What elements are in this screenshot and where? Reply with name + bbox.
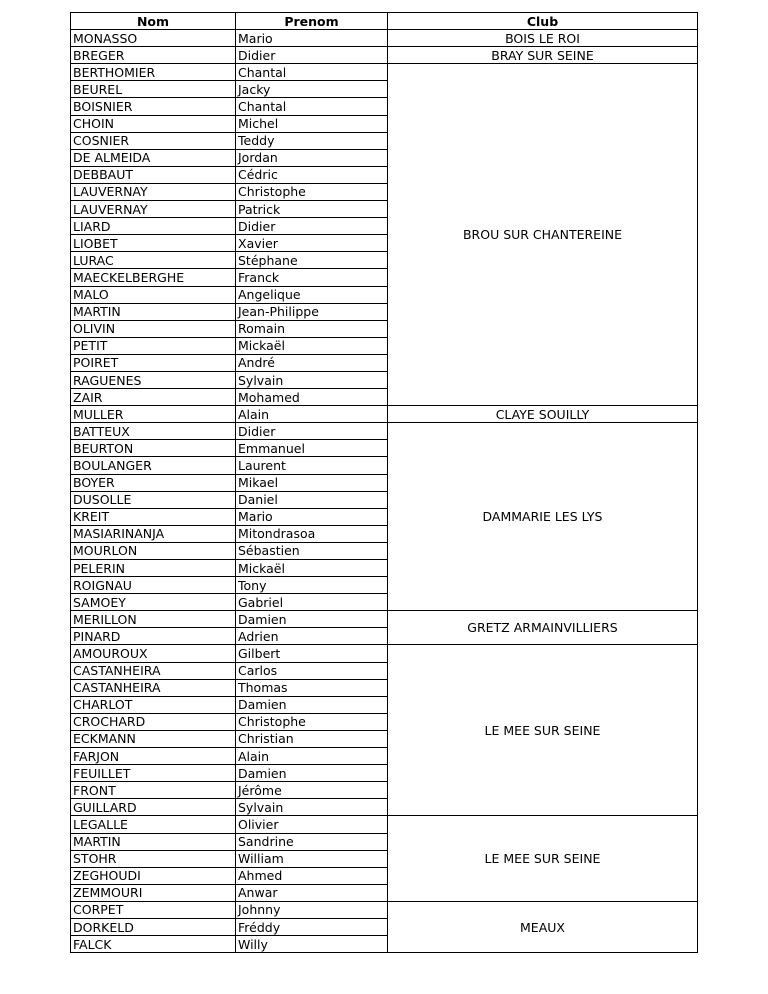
nom-cell: LURAC [71,252,236,269]
nom-cell: RAGUENES [71,371,236,388]
nom-cell: GUILLARD [71,799,236,816]
prenom-cell: Emmanuel [236,440,388,457]
club-cell: CLAYE SOUILLY [388,406,698,423]
prenom-cell: Mohamed [236,389,388,406]
prenom-cell: Alain [236,406,388,423]
nom-cell: CHOIN [71,115,236,132]
nom-cell: CHARLOT [71,696,236,713]
prenom-cell: Christian [236,730,388,747]
prenom-cell: Chantal [236,98,388,115]
prenom-cell: Jacky [236,81,388,98]
prenom-cell: Laurent [236,457,388,474]
prenom-cell: Daniel [236,491,388,508]
nom-cell: MASIARINANJA [71,525,236,542]
club-cell: LE MEE SUR SEINE [388,816,698,901]
prenom-cell: Ahmed [236,867,388,884]
nom-cell: DEBBAUT [71,166,236,183]
nom-cell: LIARD [71,218,236,235]
prenom-cell: Christophe [236,183,388,200]
prenom-cell: Cédric [236,166,388,183]
prenom-cell: Gilbert [236,645,388,662]
roster-table [70,12,698,953]
club-cell: BOIS LE ROI [388,30,698,47]
prenom-cell: Didier [236,423,388,440]
prenom-cell: Angelique [236,286,388,303]
table-header [71,13,698,30]
prenom-cell: Mickaël [236,560,388,577]
prenom-cell: Fréddy [236,918,388,935]
nom-cell: BEURTON [71,440,236,457]
nom-cell: ZAIR [71,389,236,406]
prenom-header: Prenom [236,13,388,30]
prenom-cell: Anwar [236,884,388,901]
nom-cell: MERILLON [71,611,236,628]
nom-cell: FALCK [71,936,236,953]
table-row [71,645,698,662]
prenom-cell: Sylvain [236,371,388,388]
nom-cell: ZEGHOUDI [71,867,236,884]
nom-cell: BOYER [71,474,236,491]
nom-cell: MULLER [71,406,236,423]
nom-cell: FARJON [71,748,236,765]
nom-cell: CROCHARD [71,713,236,730]
prenom-cell: Jordan [236,149,388,166]
prenom-cell: Didier [236,218,388,235]
nom-cell: LAUVERNAY [71,201,236,218]
prenom-cell: Christophe [236,713,388,730]
prenom-cell: Jérôme [236,782,388,799]
prenom-cell: André [236,354,388,371]
table-row [71,816,698,833]
nom-cell: MOURLON [71,542,236,559]
nom-cell: OLIVIN [71,320,236,337]
nom-cell: BEUREL [71,81,236,98]
prenom-cell: William [236,850,388,867]
nom-cell: CASTANHEIRA [71,679,236,696]
nom-cell: LEGALLE [71,816,236,833]
prenom-cell: Mitondrasoa [236,525,388,542]
nom-cell: BREGER [71,47,236,64]
prenom-cell: Adrien [236,628,388,645]
club-cell: GRETZ ARMAINVILLIERS [388,611,698,645]
nom-cell: FEUILLET [71,765,236,782]
club-cell: DAMMARIE LES LYS [388,423,698,611]
nom-cell: COSNIER [71,132,236,149]
prenom-cell: Sandrine [236,833,388,850]
club-cell: BRAY SUR SEINE [388,47,698,64]
nom-cell: SAMOEY [71,594,236,611]
prenom-cell: Willy [236,936,388,953]
club-cell: BROU SUR CHANTEREINE [388,64,698,406]
nom-header: Nom [71,13,236,30]
prenom-cell: Olivier [236,816,388,833]
nom-cell: ECKMANN [71,730,236,747]
prenom-cell: Romain [236,320,388,337]
prenom-cell: Tony [236,577,388,594]
prenom-cell: Teddy [236,132,388,149]
prenom-cell: Damien [236,765,388,782]
nom-cell: DORKELD [71,918,236,935]
prenom-cell: Thomas [236,679,388,696]
prenom-cell: Michel [236,115,388,132]
nom-cell: MALO [71,286,236,303]
nom-cell: DUSOLLE [71,491,236,508]
header-row [71,13,698,30]
prenom-cell: Jean-Philippe [236,303,388,320]
nom-cell: PINARD [71,628,236,645]
nom-cell: FRONT [71,782,236,799]
nom-cell: PETIT [71,337,236,354]
club-cell: MEAUX [388,901,698,952]
table-row [71,30,698,47]
table-row [71,406,698,423]
prenom-cell: Mickaël [236,337,388,354]
prenom-cell: Damien [236,696,388,713]
prenom-cell: Sébastien [236,542,388,559]
nom-cell: BOULANGER [71,457,236,474]
club-cell: LE MEE SUR SEINE [388,645,698,816]
nom-cell: KREIT [71,508,236,525]
table-row [71,901,698,918]
nom-cell: AMOUROUX [71,645,236,662]
nom-cell: CASTANHEIRA [71,662,236,679]
prenom-cell: Alain [236,748,388,765]
nom-cell: POIRET [71,354,236,371]
nom-cell: LAUVERNAY [71,183,236,200]
prenom-cell: Didier [236,47,388,64]
nom-cell: MARTIN [71,833,236,850]
prenom-cell: Patrick [236,201,388,218]
nom-cell: BOISNIER [71,98,236,115]
club-header: Club [388,13,698,30]
nom-cell: MARTIN [71,303,236,320]
nom-cell: ZEMMOURI [71,884,236,901]
prenom-cell: Stéphane [236,252,388,269]
prenom-cell: Xavier [236,235,388,252]
prenom-cell: Damien [236,611,388,628]
nom-cell: PELERIN [71,560,236,577]
table-row [71,423,698,440]
prenom-cell: Mikael [236,474,388,491]
prenom-cell: Chantal [236,64,388,81]
nom-cell: ROIGNAU [71,577,236,594]
table-body [71,30,698,953]
prenom-cell: Franck [236,269,388,286]
prenom-cell: Johnny [236,901,388,918]
nom-cell: LIOBET [71,235,236,252]
prenom-cell: Mario [236,508,388,525]
prenom-cell: Mario [236,30,388,47]
nom-cell: BATTEUX [71,423,236,440]
table-row [71,47,698,64]
nom-cell: STOHR [71,850,236,867]
table-row [71,611,698,628]
prenom-cell: Carlos [236,662,388,679]
prenom-cell: Sylvain [236,799,388,816]
nom-cell: MONASSO [71,30,236,47]
table-row [71,64,698,81]
prenom-cell: Gabriel [236,594,388,611]
nom-cell: CORPET [71,901,236,918]
nom-cell: BERTHOMIER [71,64,236,81]
nom-cell: DE ALMEIDA [71,149,236,166]
nom-cell: MAECKELBERGHE [71,269,236,286]
